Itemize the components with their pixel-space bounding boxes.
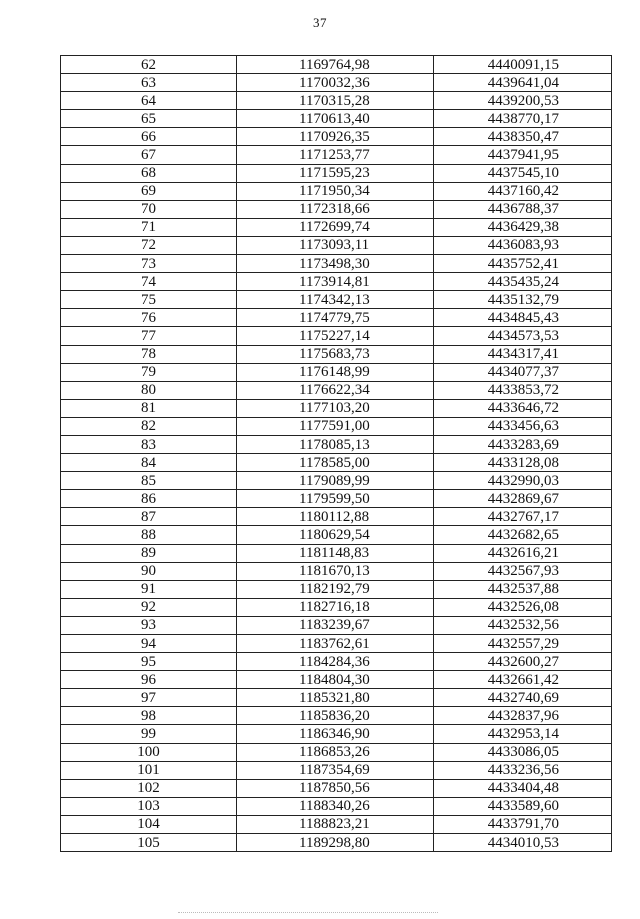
table-row — [61, 689, 612, 707]
table-row — [61, 815, 612, 833]
point-number-cell: 91 — [61, 580, 237, 598]
table-row — [61, 472, 612, 490]
point-number-cell: 87 — [61, 508, 237, 526]
footer-divider — [178, 912, 438, 913]
point-number-cell: 98 — [61, 707, 237, 725]
x-coordinate-cell: 1170613,40 — [237, 110, 434, 128]
point-number-cell: 75 — [61, 291, 237, 309]
point-number-cell: 93 — [61, 616, 237, 634]
y-coordinate-cell: 4432990,03 — [434, 472, 612, 490]
page-number: 37 — [313, 15, 327, 30]
y-coordinate-cell: 4435752,41 — [434, 255, 612, 273]
x-coordinate-cell: 1173093,11 — [237, 236, 434, 254]
point-number-cell: 90 — [61, 562, 237, 580]
table-row — [61, 164, 612, 182]
x-coordinate-cell: 1181148,83 — [237, 544, 434, 562]
table-row — [61, 761, 612, 779]
y-coordinate-cell: 4432526,08 — [434, 598, 612, 616]
x-coordinate-cell: 1169764,98 — [237, 56, 434, 74]
coordinates-table — [60, 55, 612, 852]
x-coordinate-cell: 1173498,30 — [237, 255, 434, 273]
x-coordinate-cell: 1174342,13 — [237, 291, 434, 309]
table-row — [61, 797, 612, 815]
y-coordinate-cell: 4434010,53 — [434, 834, 612, 852]
y-coordinate-cell: 4432532,56 — [434, 616, 612, 634]
y-coordinate-cell: 4436788,37 — [434, 200, 612, 218]
y-coordinate-cell: 4434077,37 — [434, 363, 612, 381]
point-number-cell: 67 — [61, 146, 237, 164]
point-number-cell: 82 — [61, 417, 237, 435]
x-coordinate-cell: 1185836,20 — [237, 707, 434, 725]
table-row — [61, 544, 612, 562]
x-coordinate-cell: 1171595,23 — [237, 164, 434, 182]
y-coordinate-cell: 4432557,29 — [434, 635, 612, 653]
x-coordinate-cell: 1186853,26 — [237, 743, 434, 761]
point-number-cell: 83 — [61, 435, 237, 453]
table-row — [61, 671, 612, 689]
x-coordinate-cell: 1185321,80 — [237, 689, 434, 707]
table-row — [61, 580, 612, 598]
point-number-cell: 63 — [61, 74, 237, 92]
point-number-cell: 88 — [61, 526, 237, 544]
x-coordinate-cell: 1170315,28 — [237, 92, 434, 110]
point-number-cell: 99 — [61, 725, 237, 743]
table-row — [61, 399, 612, 417]
table-row — [61, 74, 612, 92]
x-coordinate-cell: 1174779,75 — [237, 309, 434, 327]
table-row — [61, 725, 612, 743]
y-coordinate-cell: 4433086,05 — [434, 743, 612, 761]
y-coordinate-cell: 4434845,43 — [434, 309, 612, 327]
x-coordinate-cell: 1182716,18 — [237, 598, 434, 616]
x-coordinate-cell: 1172318,66 — [237, 200, 434, 218]
point-number-cell: 70 — [61, 200, 237, 218]
point-number-cell: 65 — [61, 110, 237, 128]
point-number-cell: 73 — [61, 255, 237, 273]
x-coordinate-cell: 1187850,56 — [237, 779, 434, 797]
table-row — [61, 182, 612, 200]
point-number-cell: 101 — [61, 761, 237, 779]
y-coordinate-cell: 4437160,42 — [434, 182, 612, 200]
y-coordinate-cell: 4432767,17 — [434, 508, 612, 526]
y-coordinate-cell: 4439641,04 — [434, 74, 612, 92]
point-number-cell: 94 — [61, 635, 237, 653]
x-coordinate-cell: 1175227,14 — [237, 327, 434, 345]
point-number-cell: 76 — [61, 309, 237, 327]
x-coordinate-cell: 1173914,81 — [237, 273, 434, 291]
point-number-cell: 77 — [61, 327, 237, 345]
y-coordinate-cell: 4437941,95 — [434, 146, 612, 164]
point-number-cell: 97 — [61, 689, 237, 707]
y-coordinate-cell: 4437545,10 — [434, 164, 612, 182]
y-coordinate-cell: 4433236,56 — [434, 761, 612, 779]
point-number-cell: 95 — [61, 653, 237, 671]
y-coordinate-cell: 4432837,96 — [434, 707, 612, 725]
x-coordinate-cell: 1181670,13 — [237, 562, 434, 580]
x-coordinate-cell: 1183762,61 — [237, 635, 434, 653]
point-number-cell: 100 — [61, 743, 237, 761]
x-coordinate-cell: 1171950,34 — [237, 182, 434, 200]
point-number-cell: 92 — [61, 598, 237, 616]
point-number-cell: 74 — [61, 273, 237, 291]
x-coordinate-cell: 1189298,80 — [237, 834, 434, 852]
x-coordinate-cell: 1176622,34 — [237, 381, 434, 399]
point-number-cell: 102 — [61, 779, 237, 797]
point-number-cell: 103 — [61, 797, 237, 815]
y-coordinate-cell: 4438770,17 — [434, 110, 612, 128]
x-coordinate-cell: 1179089,99 — [237, 472, 434, 490]
point-number-cell: 72 — [61, 236, 237, 254]
x-coordinate-cell: 1171253,77 — [237, 146, 434, 164]
table-row — [61, 110, 612, 128]
y-coordinate-cell: 4432953,14 — [434, 725, 612, 743]
table-row — [61, 616, 612, 634]
point-number-cell: 80 — [61, 381, 237, 399]
y-coordinate-cell: 4432740,69 — [434, 689, 612, 707]
point-number-cell: 96 — [61, 671, 237, 689]
point-number-cell: 66 — [61, 128, 237, 146]
point-number-cell: 79 — [61, 363, 237, 381]
y-coordinate-cell: 4432567,93 — [434, 562, 612, 580]
x-coordinate-cell: 1186346,90 — [237, 725, 434, 743]
y-coordinate-cell: 4432600,27 — [434, 653, 612, 671]
point-number-cell: 84 — [61, 454, 237, 472]
table-row — [61, 363, 612, 381]
table-row — [61, 526, 612, 544]
x-coordinate-cell: 1175683,73 — [237, 345, 434, 363]
y-coordinate-cell: 4432616,21 — [434, 544, 612, 562]
table-row — [61, 273, 612, 291]
y-coordinate-cell: 4439200,53 — [434, 92, 612, 110]
y-coordinate-cell: 4433404,48 — [434, 779, 612, 797]
x-coordinate-cell: 1178585,00 — [237, 454, 434, 472]
point-number-cell: 64 — [61, 92, 237, 110]
table-row — [61, 200, 612, 218]
x-coordinate-cell: 1180112,88 — [237, 508, 434, 526]
x-coordinate-cell: 1172699,74 — [237, 218, 434, 236]
table-row — [61, 834, 612, 852]
y-coordinate-cell: 4436083,93 — [434, 236, 612, 254]
table-row — [61, 345, 612, 363]
x-coordinate-cell: 1182192,79 — [237, 580, 434, 598]
x-coordinate-cell: 1188340,26 — [237, 797, 434, 815]
point-number-cell: 89 — [61, 544, 237, 562]
x-coordinate-cell: 1170926,35 — [237, 128, 434, 146]
table-row — [61, 56, 612, 74]
x-coordinate-cell: 1177103,20 — [237, 399, 434, 417]
x-coordinate-cell: 1187354,69 — [237, 761, 434, 779]
y-coordinate-cell: 4433456,63 — [434, 417, 612, 435]
y-coordinate-cell: 4432537,88 — [434, 580, 612, 598]
table-row — [61, 128, 612, 146]
y-coordinate-cell: 4433283,69 — [434, 435, 612, 453]
y-coordinate-cell: 4433128,08 — [434, 454, 612, 472]
table-row — [61, 598, 612, 616]
table-row — [61, 236, 612, 254]
table-row — [61, 707, 612, 725]
y-coordinate-cell: 4435132,79 — [434, 291, 612, 309]
table-row — [61, 635, 612, 653]
x-coordinate-cell: 1178085,13 — [237, 435, 434, 453]
point-number-cell: 81 — [61, 399, 237, 417]
point-number-cell: 71 — [61, 218, 237, 236]
point-number-cell: 62 — [61, 56, 237, 74]
table-row — [61, 779, 612, 797]
point-number-cell: 69 — [61, 182, 237, 200]
coordinates-table-body — [61, 56, 612, 852]
point-number-cell: 86 — [61, 490, 237, 508]
table-row — [61, 653, 612, 671]
table-row — [61, 309, 612, 327]
table-row — [61, 454, 612, 472]
y-coordinate-cell: 4436429,38 — [434, 218, 612, 236]
table-row — [61, 291, 612, 309]
point-number-cell: 104 — [61, 815, 237, 833]
table-row — [61, 381, 612, 399]
y-coordinate-cell: 4438350,47 — [434, 128, 612, 146]
x-coordinate-cell: 1183239,67 — [237, 616, 434, 634]
y-coordinate-cell: 4433646,72 — [434, 399, 612, 417]
table-row — [61, 218, 612, 236]
point-number-cell: 68 — [61, 164, 237, 182]
table-row — [61, 435, 612, 453]
x-coordinate-cell: 1176148,99 — [237, 363, 434, 381]
table-row — [61, 327, 612, 345]
x-coordinate-cell: 1180629,54 — [237, 526, 434, 544]
x-coordinate-cell: 1179599,50 — [237, 490, 434, 508]
table-row — [61, 508, 612, 526]
y-coordinate-cell: 4432869,67 — [434, 490, 612, 508]
table-row — [61, 490, 612, 508]
y-coordinate-cell: 4433791,70 — [434, 815, 612, 833]
x-coordinate-cell: 1188823,21 — [237, 815, 434, 833]
y-coordinate-cell: 4432682,65 — [434, 526, 612, 544]
table-row — [61, 743, 612, 761]
table-row — [61, 92, 612, 110]
table-row — [61, 417, 612, 435]
y-coordinate-cell: 4432661,42 — [434, 671, 612, 689]
table-row — [61, 146, 612, 164]
y-coordinate-cell: 4434573,53 — [434, 327, 612, 345]
table-row — [61, 562, 612, 580]
y-coordinate-cell: 4440091,15 — [434, 56, 612, 74]
x-coordinate-cell: 1184284,36 — [237, 653, 434, 671]
x-coordinate-cell: 1170032,36 — [237, 74, 434, 92]
point-number-cell: 85 — [61, 472, 237, 490]
y-coordinate-cell: 4435435,24 — [434, 273, 612, 291]
y-coordinate-cell: 4433589,60 — [434, 797, 612, 815]
x-coordinate-cell: 1177591,00 — [237, 417, 434, 435]
point-number-cell: 105 — [61, 834, 237, 852]
y-coordinate-cell: 4433853,72 — [434, 381, 612, 399]
point-number-cell: 78 — [61, 345, 237, 363]
table-row — [61, 255, 612, 273]
x-coordinate-cell: 1184804,30 — [237, 671, 434, 689]
y-coordinate-cell: 4434317,41 — [434, 345, 612, 363]
